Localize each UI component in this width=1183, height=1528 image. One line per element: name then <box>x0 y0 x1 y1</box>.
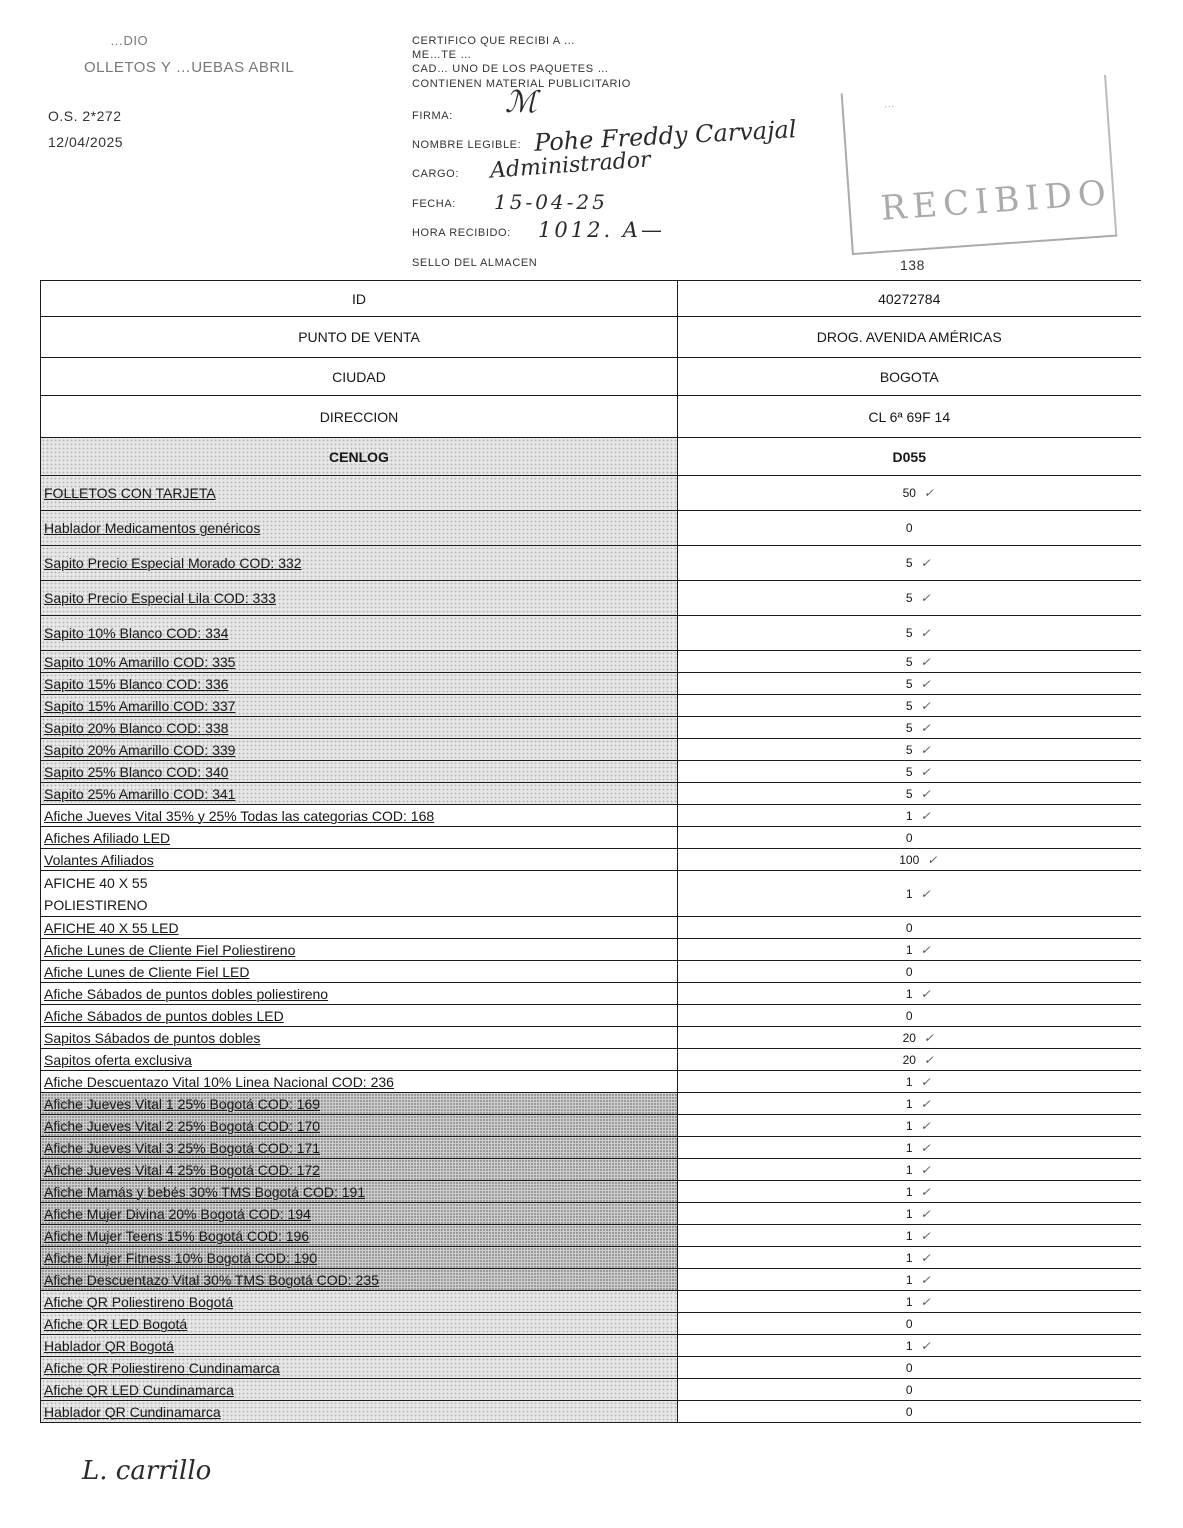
item-name: Afiche Sábados de puntos dobles poliestireno <box>41 983 678 1005</box>
item-name: Afiche Mujer Teens 15% Bogotá COD: 196 <box>41 1225 678 1247</box>
item-name: Afiches Afiliado LED <box>41 827 678 849</box>
item-row <box>41 1401 1141 1423</box>
item-name: Afiche Mujer Fitness 10% Bogotá COD: 190 <box>41 1247 678 1269</box>
delivery-table <box>40 280 1141 1423</box>
check-mark-icon: ✓ <box>920 1118 931 1133</box>
item-quantity-cell <box>678 1049 1141 1071</box>
item-quantity: 1 <box>905 1250 913 1265</box>
cargo-label: CARGO: <box>412 168 459 180</box>
item-name: Hablador QR Cundinamarca <box>41 1401 678 1423</box>
item-quantity: 1 <box>905 1140 913 1155</box>
item-name: Afiche QR LED Cundinamarca <box>41 1379 678 1401</box>
item-quantity: 5 <box>905 591 913 605</box>
item-quantity: 1 <box>905 1184 913 1199</box>
item-quantity: 0 <box>905 964 913 979</box>
item-quantity: 1 <box>905 1118 913 1133</box>
item-quantity: 1 <box>905 1294 913 1309</box>
item-row <box>41 917 1141 939</box>
item-quantity-cell <box>678 1225 1141 1247</box>
item-row <box>41 1335 1141 1357</box>
item-quantity: 5 <box>905 676 913 691</box>
check-mark-icon: ✓ <box>920 698 931 713</box>
item-row <box>41 1357 1141 1379</box>
item-row <box>41 1379 1141 1401</box>
item-name: Sapitos Sábados de puntos dobles <box>41 1027 678 1049</box>
stamp-small-text: … <box>883 97 896 111</box>
item-row <box>41 983 1141 1005</box>
item-row <box>41 761 1141 783</box>
item-quantity: 0 <box>905 521 913 535</box>
item-quantity: 5 <box>905 698 913 713</box>
item-name: Afiche QR LED Bogotá <box>41 1313 678 1335</box>
item-quantity-cell <box>678 983 1141 1005</box>
item-quantity: 5 <box>905 654 913 669</box>
title-line-2: OLLETOS Y …UEBAS ABRIL <box>84 59 295 76</box>
item-row <box>41 961 1141 983</box>
item-name: Afiche QR Poliestireno Bogotá <box>41 1291 678 1313</box>
item-name: FOLLETOS CON TARJETA <box>41 476 678 511</box>
item-quantity: 100 <box>899 852 920 867</box>
item-quantity: 0 <box>905 830 913 845</box>
item-name: Afiche Lunes de Cliente Fiel LED <box>41 961 678 983</box>
cert-line-4: CONTIENEN MATERIAL PUBLICITARIO <box>412 78 631 90</box>
item-quantity: 0 <box>905 1316 913 1331</box>
item-row <box>41 1071 1141 1093</box>
header-label: PUNTO DE VENTA <box>41 317 678 358</box>
check-mark-icon: ✓ <box>920 626 931 640</box>
item-row <box>41 1137 1141 1159</box>
item-row <box>41 1159 1141 1181</box>
item-row <box>41 1115 1141 1137</box>
item-quantity: 20 <box>902 1030 916 1045</box>
item-quantity-cell <box>678 1181 1141 1203</box>
item-row <box>41 1181 1141 1203</box>
header-row <box>41 396 1141 438</box>
item-quantity: 1 <box>905 1096 913 1111</box>
item-quantity: 0 <box>905 920 913 935</box>
check-mark-icon: ✓ <box>923 1030 934 1045</box>
item-row <box>41 871 1141 917</box>
item-quantity-cell <box>678 1159 1141 1181</box>
item-quantity-cell <box>678 673 1141 695</box>
item-quantity: 1 <box>905 942 913 957</box>
handwritten-cargo: Administrador <box>489 147 652 184</box>
stamp-text: RECIBIDO <box>879 172 1114 229</box>
fecha-label: FECHA: <box>412 198 456 210</box>
item-row <box>41 673 1141 695</box>
check-mark-icon: ✓ <box>920 1074 931 1089</box>
check-mark-icon: ✓ <box>920 1250 931 1265</box>
title-line-1: …DIO <box>110 33 149 48</box>
item-quantity: 1 <box>905 1228 913 1243</box>
handwritten-hora: 1012. A— <box>538 218 665 242</box>
item-quantity-cell <box>678 1269 1141 1291</box>
header-value: BOGOTA <box>678 358 1141 396</box>
check-mark-icon: ✓ <box>920 764 931 779</box>
item-quantity-cell <box>678 961 1141 983</box>
item-name: Sapito Precio Especial Lila COD: 333 <box>41 581 678 616</box>
check-mark-icon: ✓ <box>923 486 934 500</box>
item-row <box>41 805 1141 827</box>
item-name: Afiche Lunes de Cliente Fiel Poliestireno <box>41 939 678 961</box>
item-name <box>41 871 678 917</box>
item-quantity-cell <box>678 1313 1141 1335</box>
check-mark-icon: ✓ <box>920 1162 931 1177</box>
item-quantity-cell <box>678 695 1141 717</box>
item-quantity-cell <box>678 1379 1141 1401</box>
item-quantity: 1 <box>905 808 913 823</box>
check-mark-icon: ✓ <box>920 720 931 735</box>
cert-line-1: CERTIFICO QUE RECIBI A … <box>412 35 576 47</box>
header-label: ID <box>41 281 678 317</box>
item-quantity-cell <box>678 849 1141 871</box>
header-label: DIRECCION <box>41 396 678 438</box>
item-name: Sapito 15% Amarillo COD: 337 <box>41 695 678 717</box>
item-quantity-cell <box>678 717 1141 739</box>
item-quantity-cell <box>678 827 1141 849</box>
item-name: Sapito 20% Amarillo COD: 339 <box>41 739 678 761</box>
item-quantity: 50 <box>902 486 916 500</box>
item-quantity: 1 <box>905 1272 913 1287</box>
item-row <box>41 581 1141 616</box>
item-quantity: 5 <box>905 786 913 801</box>
check-mark-icon: ✓ <box>920 591 931 605</box>
hora-label: HORA RECIBIDO: <box>412 227 511 239</box>
item-quantity: 0 <box>905 1360 913 1375</box>
handwritten-bottom-signature: L. carrillo <box>82 1456 212 1486</box>
item-quantity: 5 <box>905 626 913 640</box>
item-row <box>41 476 1141 511</box>
item-name: Sapito 10% Amarillo COD: 335 <box>41 651 678 673</box>
check-mark-icon: ✓ <box>923 1052 934 1067</box>
item-name: Afiche QR Poliestireno Cundinamarca <box>41 1357 678 1379</box>
item-row <box>41 1005 1141 1027</box>
check-mark-icon: ✓ <box>920 886 931 901</box>
item-quantity-cell <box>678 1093 1141 1115</box>
box-number: 138 <box>900 257 925 273</box>
item-row <box>41 546 1141 581</box>
item-name: Afiche Mujer Divina 20% Bogotá COD: 194 <box>41 1203 678 1225</box>
cert-line-3: CAD… UNO DE LOS PAQUETES … <box>412 63 609 75</box>
item-quantity: 5 <box>905 720 913 735</box>
item-row <box>41 1291 1141 1313</box>
item-quantity-cell <box>678 581 1141 616</box>
nombre-label: NOMBRE LEGIBLE: <box>412 139 522 151</box>
item-quantity-cell <box>678 917 1141 939</box>
header-row <box>41 281 1141 317</box>
item-name: Afiche Descuentazo Vital 10% Linea Nacional COD: 236 <box>41 1071 678 1093</box>
item-name: Hablador QR Bogotá <box>41 1335 678 1357</box>
header-label: CIUDAD <box>41 358 678 396</box>
item-quantity-cell <box>678 476 1141 511</box>
item-name: Afiche Jueves Vital 2 25% Bogotá COD: 170 <box>41 1115 678 1137</box>
check-mark-icon: ✓ <box>920 1184 931 1199</box>
handwritten-nombre: Pohe Freddy Carvajal <box>533 115 798 157</box>
sello-label: SELLO DEL ALMACEN <box>412 257 538 269</box>
item-quantity-cell <box>678 871 1141 917</box>
item-quantity: 1 <box>905 986 913 1001</box>
header-row <box>41 358 1141 396</box>
item-quantity-cell <box>678 761 1141 783</box>
item-row <box>41 695 1141 717</box>
item-name: Volantes Afiliados <box>41 849 678 871</box>
item-quantity: 1 <box>905 1074 913 1089</box>
item-quantity: 0 <box>905 1008 913 1023</box>
item-name: Afiche Jueves Vital 4 25% Bogotá COD: 172 <box>41 1159 678 1181</box>
item-name: Afiche Jueves Vital 1 25% Bogotá COD: 169 <box>41 1093 678 1115</box>
check-mark-icon: ✓ <box>920 1272 931 1287</box>
order-date: 12/04/2025 <box>48 134 124 150</box>
item-name: AFICHE 40 X 55 LED <box>41 917 678 939</box>
check-mark-icon: ✓ <box>920 676 931 691</box>
item-quantity-cell <box>678 1137 1141 1159</box>
item-quantity: 5 <box>905 742 913 757</box>
check-mark-icon: ✓ <box>920 942 931 957</box>
item-quantity-cell <box>678 1115 1141 1137</box>
item-row <box>41 1225 1141 1247</box>
item-quantity: 1 <box>905 1338 913 1353</box>
item-row <box>41 1027 1141 1049</box>
item-quantity: 0 <box>905 1382 913 1397</box>
header-row <box>41 438 1141 476</box>
item-quantity-cell <box>678 939 1141 961</box>
check-mark-icon: ✓ <box>920 556 931 570</box>
item-quantity-cell <box>678 739 1141 761</box>
item-row <box>41 1269 1141 1291</box>
header-label: CENLOG <box>41 438 678 476</box>
check-mark-icon: ✓ <box>920 1206 931 1221</box>
item-quantity-cell <box>678 1027 1141 1049</box>
check-mark-icon: ✓ <box>920 1140 931 1155</box>
order-number: O.S. 2*272 <box>48 108 122 124</box>
item-name-line-2: POLIESTIRENO <box>44 896 148 913</box>
item-row <box>41 616 1141 651</box>
item-row <box>41 1203 1141 1225</box>
header-value: D055 <box>678 438 1141 476</box>
item-quantity-cell <box>678 616 1141 651</box>
item-quantity: 0 <box>905 1404 913 1419</box>
check-mark-icon: ✓ <box>920 1338 931 1353</box>
check-mark-icon: ✓ <box>920 986 931 1001</box>
item-quantity: 5 <box>905 556 913 570</box>
check-mark-icon: ✓ <box>920 654 931 669</box>
item-name: Sapito 25% Blanco COD: 340 <box>41 761 678 783</box>
warehouse-stamp <box>841 75 1118 255</box>
item-name: Afiche Sábados de puntos dobles LED <box>41 1005 678 1027</box>
item-quantity-cell <box>678 1203 1141 1225</box>
item-quantity: 5 <box>905 764 913 779</box>
item-quantity-cell <box>678 1401 1141 1423</box>
item-quantity-cell <box>678 1357 1141 1379</box>
item-row <box>41 827 1141 849</box>
item-quantity: 1 <box>905 886 913 901</box>
item-name: Afiche Descuentazo Vital 30% TMS Bogotá COD: 235 <box>41 1269 678 1291</box>
check-mark-icon: ✓ <box>920 1294 931 1309</box>
handwritten-firma: ℳ <box>505 85 538 120</box>
check-mark-icon: ✓ <box>927 852 938 867</box>
item-quantity: 20 <box>902 1052 916 1067</box>
item-row <box>41 783 1141 805</box>
item-name: Sapito 20% Blanco COD: 338 <box>41 717 678 739</box>
item-row <box>41 849 1141 871</box>
header-value: 40272784 <box>678 281 1141 317</box>
item-name: Sapitos oferta exclusiva <box>41 1049 678 1071</box>
item-name: Sapito Precio Especial Morado COD: 332 <box>41 546 678 581</box>
cert-line-2: ME…TE … <box>412 49 472 61</box>
item-row <box>41 1313 1141 1335</box>
item-name: Sapito 15% Blanco COD: 336 <box>41 673 678 695</box>
item-row <box>41 717 1141 739</box>
handwritten-fecha: 15-04-25 <box>494 190 608 214</box>
item-name: Hablador Medicamentos genéricos <box>41 511 678 546</box>
item-row <box>41 1049 1141 1071</box>
item-name: Sapito 10% Blanco COD: 334 <box>41 616 678 651</box>
item-row <box>41 511 1141 546</box>
item-quantity-cell <box>678 1335 1141 1357</box>
header-value: CL 6ª 69F 14 <box>678 396 1141 438</box>
item-name: Sapito 25% Amarillo COD: 341 <box>41 783 678 805</box>
item-name: Afiche Mamás y bebés 30% TMS Bogotá COD: 191 <box>41 1181 678 1203</box>
item-row <box>41 1093 1141 1115</box>
item-name: Afiche Jueves Vital 3 25% Bogotá COD: 171 <box>41 1137 678 1159</box>
check-mark-icon: ✓ <box>920 742 931 757</box>
item-quantity-cell <box>678 651 1141 673</box>
check-mark-icon: ✓ <box>920 1228 931 1243</box>
check-mark-icon: ✓ <box>920 786 931 801</box>
item-name: Afiche Jueves Vital 35% y 25% Todas las categorias COD: 168 <box>41 805 678 827</box>
check-mark-icon: ✓ <box>920 808 931 823</box>
item-row <box>41 939 1141 961</box>
item-quantity-cell <box>678 783 1141 805</box>
header-value: DROG. AVENIDA AMÉRICAS <box>678 317 1141 358</box>
item-quantity-cell <box>678 1005 1141 1027</box>
item-row <box>41 739 1141 761</box>
item-quantity-cell <box>678 1247 1141 1269</box>
check-mark-icon: ✓ <box>920 1096 931 1111</box>
item-name-line-1: AFICHE 40 X 55 <box>44 874 148 891</box>
item-quantity-cell <box>678 511 1141 546</box>
item-quantity: 1 <box>905 1162 913 1177</box>
item-quantity-cell <box>678 1071 1141 1093</box>
item-quantity-cell <box>678 1291 1141 1313</box>
firma-label: FIRMA: <box>412 110 453 122</box>
item-quantity-cell <box>678 805 1141 827</box>
item-quantity: 1 <box>905 1206 913 1221</box>
header-row <box>41 317 1141 358</box>
item-quantity-cell <box>678 546 1141 581</box>
item-row <box>41 651 1141 673</box>
item-row <box>41 1247 1141 1269</box>
